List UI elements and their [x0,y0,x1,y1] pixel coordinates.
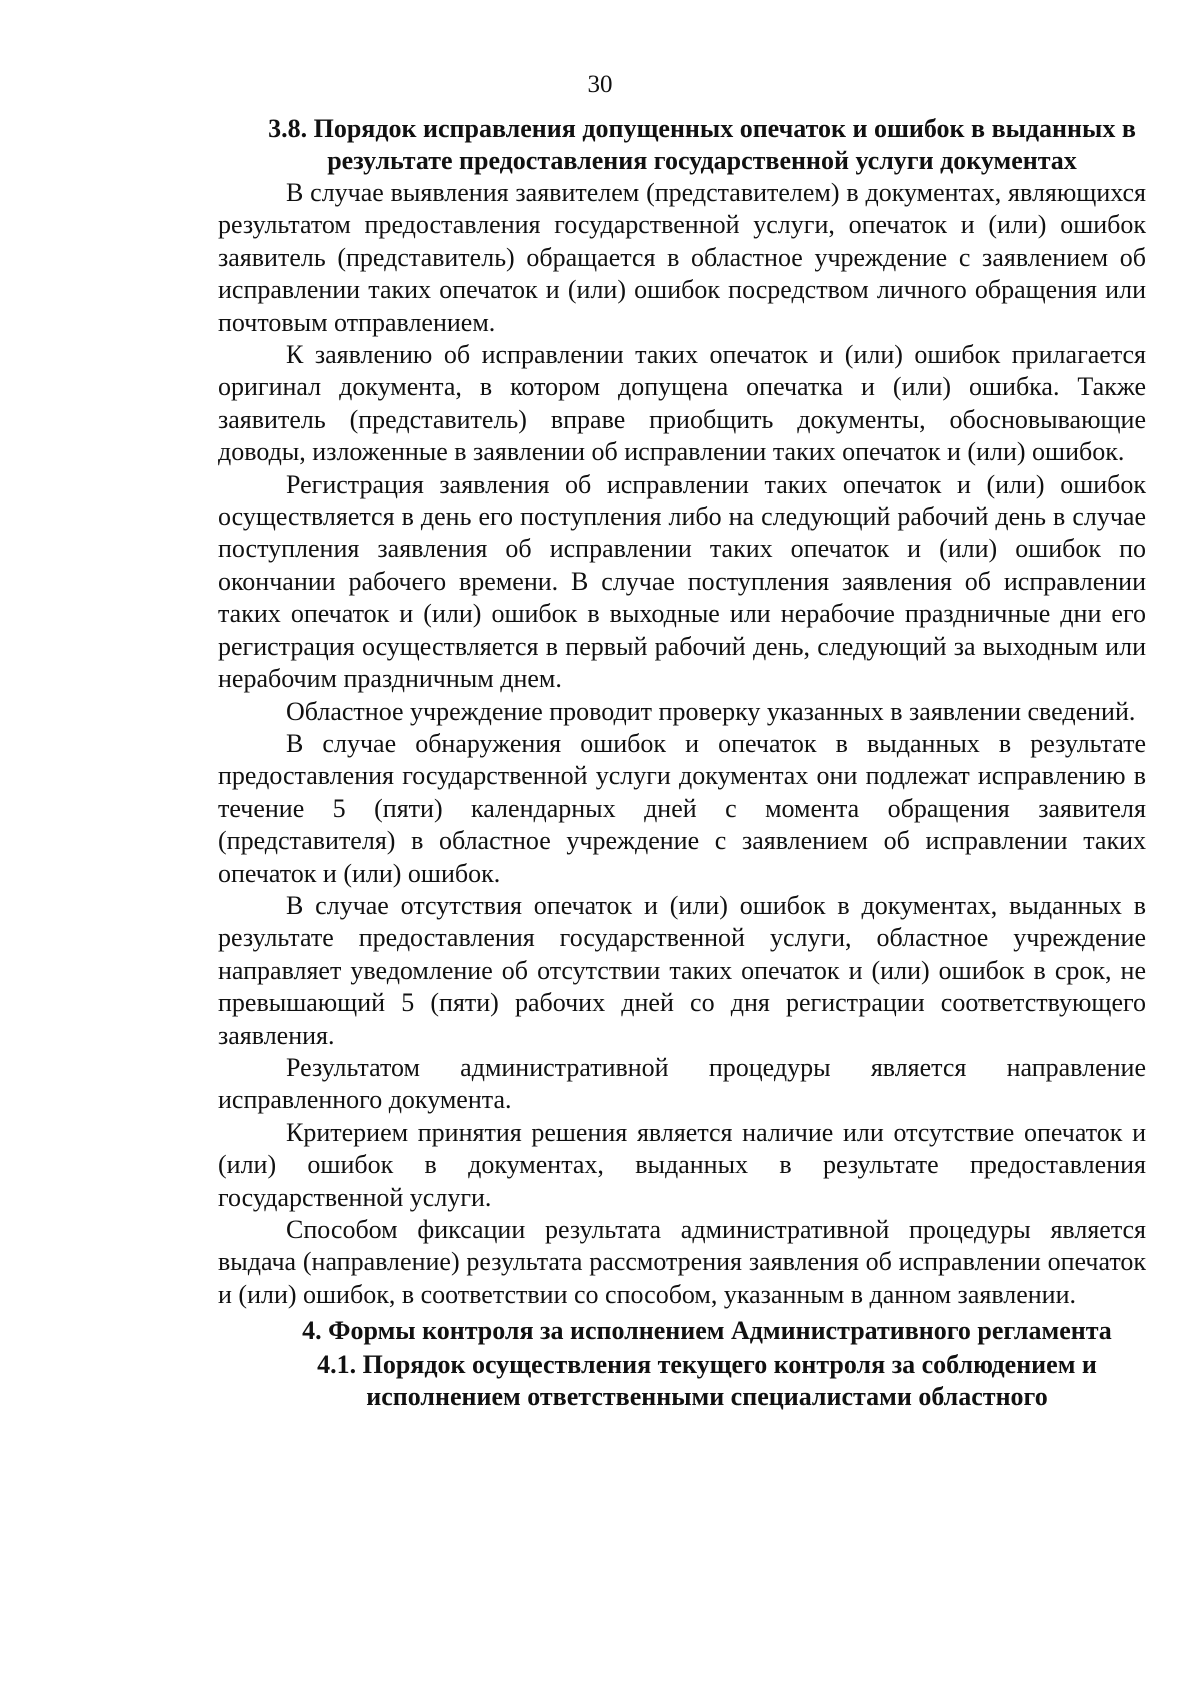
paragraph: В случае выявления заявителем (представителем) в документах, являющихся результатом предоставления государственной услуги, опечаток и (или) ошибок заявитель (представитель) обращается в областное учреждение с заявлением об исправлении таких опечаток и (или) ошибок посредством личного обращения или почтовым отправлением. [218,178,1146,337]
paragraph: В случае обнаружения ошибок и опечаток в выданных в результате предоставления государственной услуги документах они подлежат исправлению в течение 5 (пяти) календарных дней с момента обращения заявителя (представителя) в областное учреждение с заявлением об исправлении таких опечаток и (или) ошибок. [218,728,1146,888]
page-content [218,113,1146,1413]
paragraph: К заявлению об исправлении таких опечаток и (или) ошибок прилагается оригинал документа, в котором допущена опечатка и (или) ошибка. Также заявитель (представитель) вправе приобщить документы, обосновывающие доводы, изложенные в заявлении об исправлении таких опечаток и (или) ошибок. [218,340,1146,467]
paragraph: Областное учреждение проводит проверку указанных в заявлении сведений. [286,696,1136,726]
page-number: 30 [587,71,613,98]
paragraph: Результатом административной процедуры является направление исправленного документа. [218,1052,1146,1115]
section-heading-4: 4. Формы контроля за исполнением Административного регламента [302,1316,1112,1346]
section-heading-4-1: 4.1. Порядок осуществления текущего контроля за соблюдением и исполнением ответственными специалистами областного [317,1350,1097,1412]
paragraph: Критерием принятия решения является наличие или отсутствие опечаток и (или) ошибок в документах, выданных в результате предоставления государственной услуги. [218,1117,1146,1212]
section-heading-3-8: 3.8. Порядок исправления допущенных опечаток и ошибок в выданных в результате предоставления государственной услуги документах [268,114,1136,175]
paragraph: Способом фиксации результата административной процедуры является выдача (направление) результата рассмотрения заявления об исправлении опечаток и (или) ошибок, в соответствии со способом, указанным в данном заявлении. [218,1215,1146,1309]
paragraph: Регистрация заявления об исправлении таких опечаток и (или) ошибок осуществляется в день его поступления либо на следующий рабочий день в случае поступления заявления об исправлении таких опечаток и (или) ошибок по окончании рабочего времени. В случае поступления заявления об исправлении таких опечаток и (или) ошибок в выходные или нерабочие праздничные дни его регистрация осуществляется в первый рабочий день, следующий за выходным или нерабочим праздничным днем. [218,469,1146,694]
paragraph: В случае отсутствия опечаток и (или) ошибок в документах, выданных в результате предоставления государственной услуги, областное учреждение направляет уведомление об отсутствии таких опечаток и (или) ошибок в срок, не превышающий 5 (пяти) рабочих дней со дня регистрации соответствующего заявления. [218,890,1146,1050]
